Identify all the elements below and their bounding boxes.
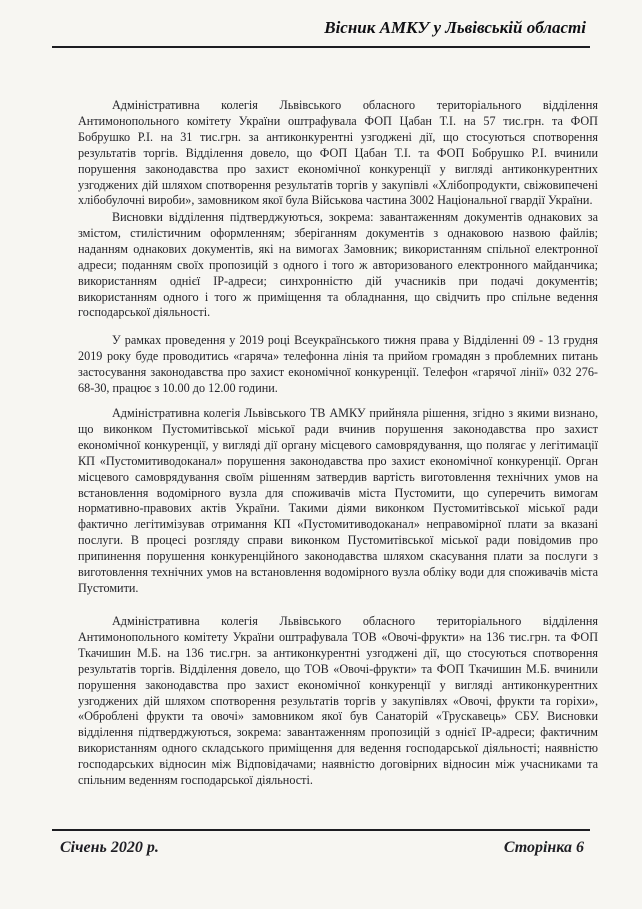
paragraph-text: Адміністративна колегія Львівського ТВ АМКУ прийняла рішення, згідно з якими визнано, що виконком Пустомитівської міської ради вчинив порушення законодавства про захист економічної конкуренції, у вигляді дії органу місцевого самоврядування, що полягає у легітимації КП «Пустомитиводоканал» порушення законодавства про захист економічної конкуренції. Орган місцевого самоврядування своїм рішенням затвердив вартість виготовлення технічних умов на встановлення водомірного вузла для споживачів міста Пустомити, що суперечить вимогам нормативно-правових актів України. Такими діями виконком Пустомитівської міської ради фактично легітимізував отримання КП «Пустомитиводоканал» неправомірної плати за вказані послуги. В процесі розгляду справи виконком Пустомитівської міської ради повідомив про припинення порушення конкуренційного законодавства шляхом скасування плати за послуги з виготовлення технічних умов на встановлення водомірного вузла обліку води для споживачів міста Пустомити. bbox=[78, 406, 598, 595]
paragraph-text: Висновки відділення підтверджуються, зокрема: завантаженням документів однакових за змістом, стилістичним оформленням; зберіганням документів з однаковою назвою файлів; наданням однакових документів, які на вимогах Замовник; використанням спільної електронної адреси; поданням своїх пропозицій з одного і того ж авторизованого електронного майданчика; використанням однієї IP-адреси; синхронністю дій учасників при подачі документів; використанням одного і того ж приміщення та обладнання, що свідчить про спільне ведення господарської діяльності. bbox=[78, 210, 598, 320]
paragraph-text: Адміністративна колегія Львівського обласного територіального відділення Антимонопольного комітету України оштрафувала ТОВ «Овочі-фрукти» на 136 тис.грн. та ФОП Ткачишин М.Б. на 136 тис.грн. за антиконкурентні узгоджені дії, що стосуються спотворення результатів торгів. Відділення довело, що ТОВ «Овочі-фрукти» та ФОП Ткачишин М.Б. вчинили порушення законодавства про захист економічної конкуренції у вигляді антиконкурентних узгоджених дій шляхом спотворення результатів торгів у закупівлях «Овочі, фрукти та горіхи», «Оброблені фрукти та овочі» замовником якої був Санаторій «Трускавець» СБУ. Висновки відділення підтверджуються, зокрема: завантаженням пропозицій з однієї IP-адреси; фактичним використанням одного складського приміщення для ведення господарської діяльності; наявністю господарських відносин між Відповідачами; наявністю договірних відносин між учасниками та спільним веденням господарської діяльності. bbox=[78, 614, 598, 788]
paragraph-1 bbox=[78, 98, 598, 209]
page-footer bbox=[52, 829, 590, 871]
footer-page-number: Сторінка 6 bbox=[503, 839, 584, 856]
header-title: Вісник АМКУ у Львівській області bbox=[324, 18, 586, 37]
paragraph-text: У рамках проведення у 2019 році Всеукраїнського тижня права у Відділенні 09 - 13 грудня 2019 року буде проводитись «гаряча» телефонна лінія та прийом громадян з проблемних питань застосування законодавства про захист економічної конкуренції. Телефон «гарячої лінії» 032 276-68-30, працює з 10.00 до 12.00 години. bbox=[78, 333, 598, 395]
page-header bbox=[52, 12, 590, 48]
paragraph-4 bbox=[78, 406, 598, 597]
footer-date: Січень 2020 р. bbox=[60, 839, 159, 856]
paragraph-text: Адміністративна колегія Львівського обласного територіального відділення Антимонопольного комітету України оштрафувала ФОП Цабан Т.І. на 57 тис.грн. та ФОП Бобрушко Р.І. на 31 тис.грн. за антиконкурентні узгоджені дії, що стосуються спотворення результатів торгів. Відділення довело, що ФОП Цабан Т.І. та ФОП Бобрушко Р.І. вчинили порушення законодавства про захист економічної конкуренції у вигляді антиконкурентних узгоджених дій шляхом спотворення результатів торгів у закупівлі «Хлібопродукти, свіжовипечені хлібобулочні вироби», замовником якої була Військова частина 3002 Національної гвардії України. bbox=[78, 98, 598, 208]
paragraph-2 bbox=[78, 210, 598, 321]
paragraph-5 bbox=[78, 614, 598, 789]
paragraph-3 bbox=[78, 333, 598, 397]
